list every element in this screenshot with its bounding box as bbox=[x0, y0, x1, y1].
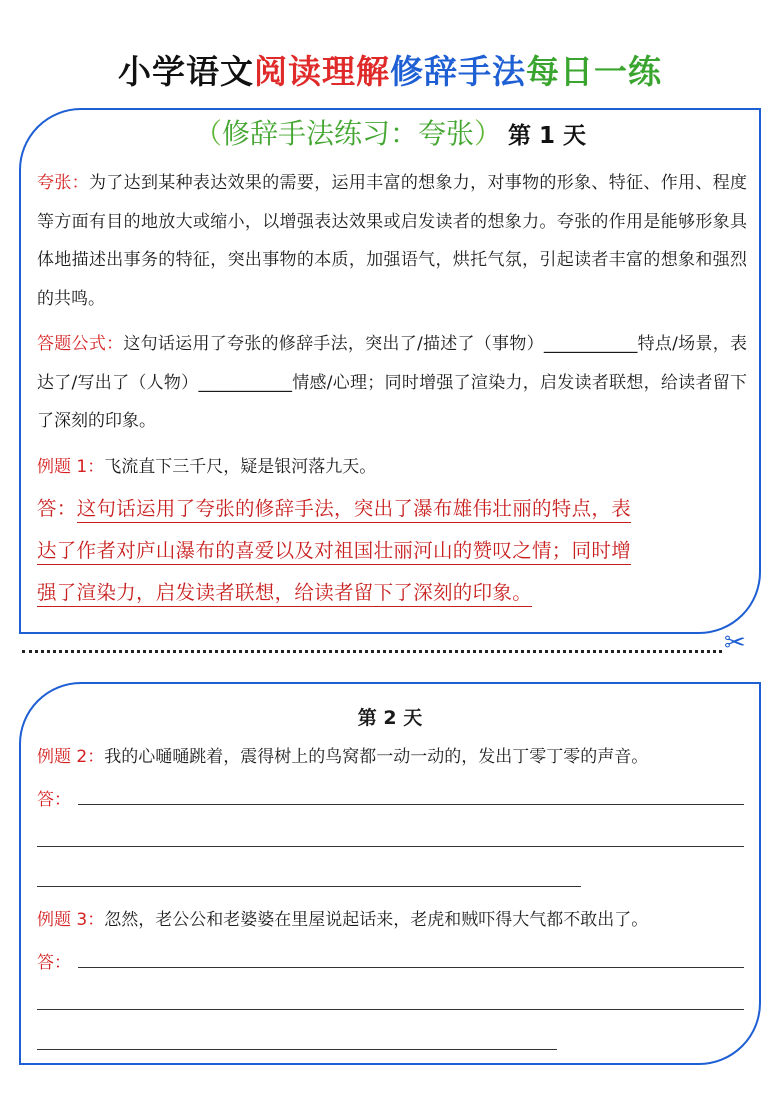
title-part-4: 每日一练 bbox=[526, 52, 662, 91]
formula-paragraph bbox=[37, 325, 747, 441]
answer-line-2-text: 达了作者对庐山瀑布的喜爱以及对祖国壮丽河山的赞叹之情；同时增 bbox=[37, 539, 631, 565]
cut-line bbox=[22, 650, 722, 653]
example1-label: 例题 1： bbox=[37, 457, 105, 477]
answer3-blank-2[interactable] bbox=[37, 1009, 744, 1010]
day2-card bbox=[19, 682, 761, 1065]
formula-text: 这句话运用了夸张的修辞手法，突出了/描述了（事物）___________特点/场景，表达了/写出了（人物）___________情感/心理；同时增强了渲染力，启发读者联想，给读者留下了深刻的印象。 bbox=[37, 334, 747, 431]
day1-label: 第 1 天 bbox=[508, 123, 587, 149]
answer1-label: 答： bbox=[37, 497, 77, 520]
answer3-label: 答： bbox=[37, 953, 71, 973]
answer2-blank-2[interactable] bbox=[37, 846, 744, 847]
formula-label: 答题公式： bbox=[37, 334, 124, 354]
answer-line-1 bbox=[37, 488, 749, 530]
answer2-blank-1[interactable] bbox=[78, 804, 744, 805]
scissors-icon: ✂ bbox=[724, 628, 746, 658]
day1-subtitle bbox=[0, 112, 780, 152]
definition-label: 夸张： bbox=[37, 173, 89, 193]
subtitle-paren-open: （ bbox=[193, 117, 222, 150]
example1 bbox=[37, 448, 747, 487]
title-part-1: 小学语文 bbox=[118, 52, 254, 91]
subtitle-paren-close: ） bbox=[473, 117, 502, 150]
answer-line-3-text: 强了渲染力，启发读者联想，给读者留下了深刻的印象。 bbox=[37, 581, 532, 607]
page-title bbox=[0, 46, 780, 96]
example2-text: 我的心嗵嗵跳着，震得树上的鸟窝都一动一动的，发出丁零丁零的声音。 bbox=[104, 747, 649, 767]
example3-text: 忽然，老公公和老婆婆在里屋说起话来，老虎和贼吓得大气都不敢出了。 bbox=[104, 910, 649, 930]
example3-label: 例题 3： bbox=[37, 910, 105, 930]
example1-answer bbox=[37, 488, 749, 614]
definition-text: 为了达到某种表达效果的需要，运用丰富的想象力，对事物的形象、特征、作用、程度等方面有目的地放大或缩小，以增强表达效果或启发读者的想象力。夸张的作用是能够形象具体地描述出事务的特征，突出事物的本质，加强语气，烘托气氛，引起读者丰富的想象和强烈的共鸣。 bbox=[37, 173, 748, 309]
answer2-label: 答： bbox=[37, 790, 71, 810]
day2-label: 第 2 天 bbox=[357, 707, 423, 729]
example1-text: 飞流直下三千尺，疑是银河落九天。 bbox=[104, 457, 377, 477]
answer-line-3 bbox=[37, 572, 749, 614]
title-part-3: 修辞手法 bbox=[390, 52, 526, 91]
example2-label: 例题 2： bbox=[37, 747, 105, 767]
example3 bbox=[37, 905, 757, 930]
answer-line-2 bbox=[37, 530, 749, 572]
answer3-blank-1[interactable] bbox=[78, 967, 744, 968]
answer-line-1-text: 这句话运用了夸张的修辞手法，突出了瀑布雄伟壮丽的特点，表 bbox=[77, 497, 631, 523]
answer3-blank-3[interactable] bbox=[37, 1049, 557, 1050]
example2 bbox=[37, 742, 757, 767]
title-part-2: 阅读理解 bbox=[254, 52, 390, 91]
subtitle-text: 修辞手法练习：夸张 bbox=[221, 117, 474, 150]
definition-paragraph bbox=[37, 164, 747, 318]
answer2-blank-3[interactable] bbox=[37, 886, 581, 887]
